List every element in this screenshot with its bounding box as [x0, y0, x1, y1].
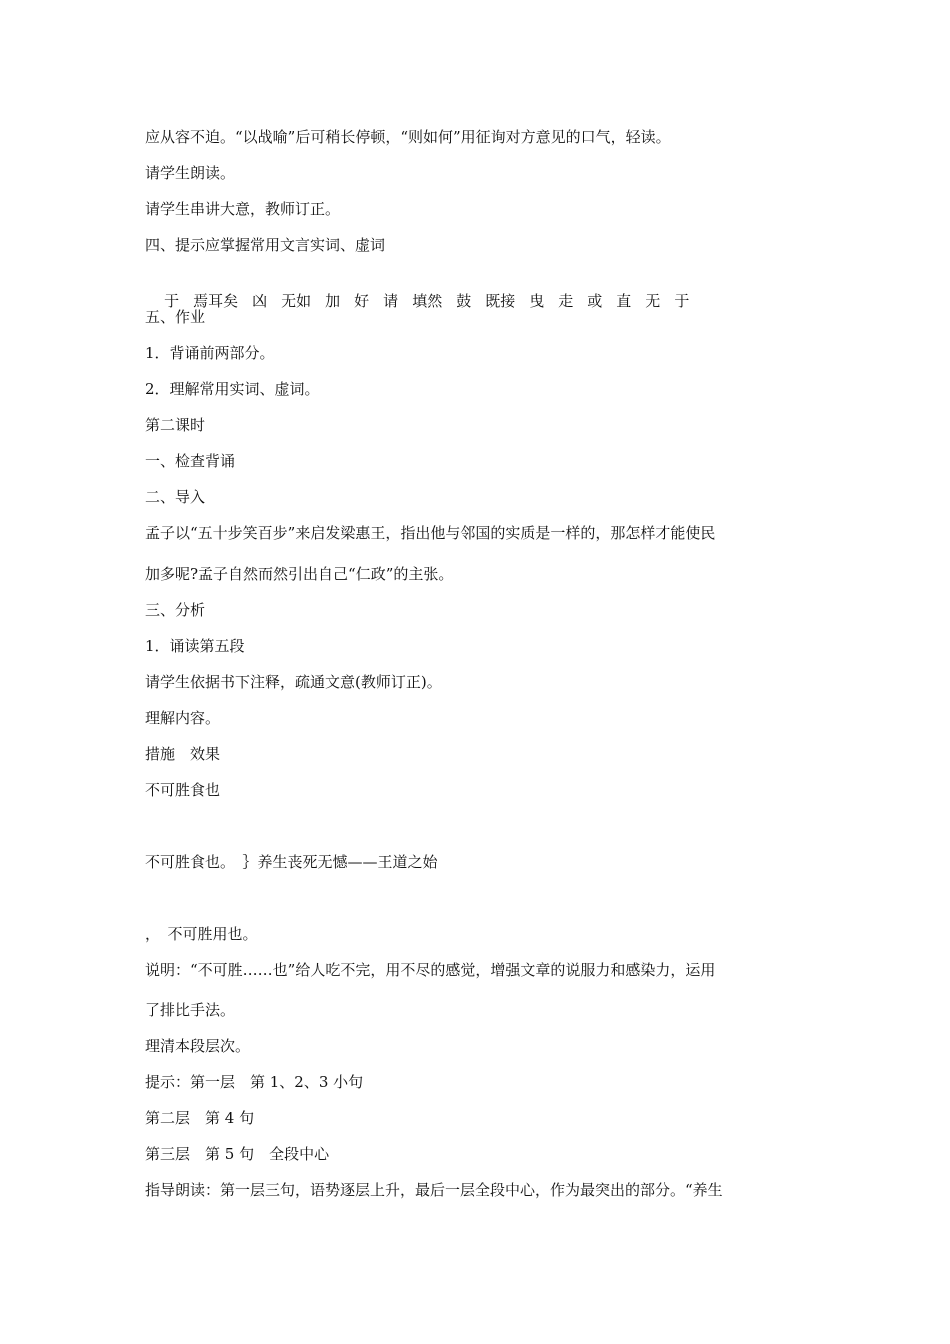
text-line-16: 请学生依据书下注释，疏通文意(教师订正)。	[145, 673, 442, 691]
text-line-21: ， 不可胜用也。	[145, 925, 258, 943]
section-heading-4: 四、提示应掌握常用文言实词、虚词	[145, 236, 386, 254]
word-item: 无如	[281, 292, 312, 310]
word-item: 于	[164, 292, 180, 310]
word-item: 好	[354, 292, 370, 310]
word-list	[145, 271, 689, 331]
section-heading-5: 五、作业	[145, 308, 206, 326]
word-item: 凶	[252, 292, 268, 310]
word-item: 走	[558, 292, 574, 310]
word-item: 加	[325, 292, 341, 310]
word-item: 鼓	[456, 292, 472, 310]
text-line-7: 1．背诵前两部分。	[145, 344, 275, 362]
text-line-22: 说明：“不可胜……也”给人吃不完，用不尽的感觉，增强文章的说服力和感染力，运用	[145, 961, 716, 979]
section-heading-3: 三、分析	[145, 601, 206, 619]
text-line-2: 请学生朗读。	[145, 164, 236, 182]
text-line-1: 应从容不迫。“以战喻”后可稍长停顿，“则如何”用征询对方意见的口气，轻读。	[145, 128, 671, 146]
text-line-23: 了排比手法。	[145, 1001, 236, 1019]
word-item: 填然	[412, 292, 443, 310]
text-line-13: 加多呢?孟子自然而然引出自己“仁政”的主张。	[145, 565, 454, 583]
text-line-20: 不可胜食也。 ｝养生丧死无憾——王道之始	[145, 853, 438, 871]
text-line-12: 孟子以“五十步笑百步”来启发梁惠王，指出他与邻国的实质是一样的，那怎样才能使民	[145, 524, 716, 542]
word-item: 请	[383, 292, 399, 310]
text-line-24: 理清本段层次。	[145, 1037, 251, 1055]
word-item: 既接	[485, 292, 516, 310]
section-heading-2: 二、导入	[145, 488, 206, 506]
section-heading-1: 一、检查背诵	[145, 452, 236, 470]
text-line-25: 提示：第一层 第 1、2、3 小句	[145, 1073, 364, 1091]
word-item: 无	[645, 292, 661, 310]
text-line-3: 请学生串讲大意，教师订正。	[145, 200, 341, 218]
text-line-19: 不可胜食也	[145, 781, 221, 799]
text-line-8: 2．理解常用实词、虚词。	[145, 380, 320, 398]
lesson-heading: 第二课时	[145, 416, 206, 434]
text-line-27: 第三层 第 5 句 全段中心	[145, 1145, 330, 1163]
text-line-15: 1．诵读第五段	[145, 637, 245, 655]
text-line-18: 措施 效果	[145, 745, 221, 763]
text-line-28: 指导朗读：第一层三句，语势逐层上升，最后一层全段中心，作为最突出的部分。“养生	[145, 1181, 723, 1199]
word-item: 焉耳矣	[193, 292, 239, 310]
word-item: 曳	[529, 292, 545, 310]
word-item: 直	[616, 292, 632, 310]
text-line-26: 第二层 第 4 句	[145, 1109, 255, 1127]
word-item: 或	[587, 292, 603, 310]
text-line-17: 理解内容。	[145, 709, 221, 727]
word-item: 于	[674, 292, 690, 310]
